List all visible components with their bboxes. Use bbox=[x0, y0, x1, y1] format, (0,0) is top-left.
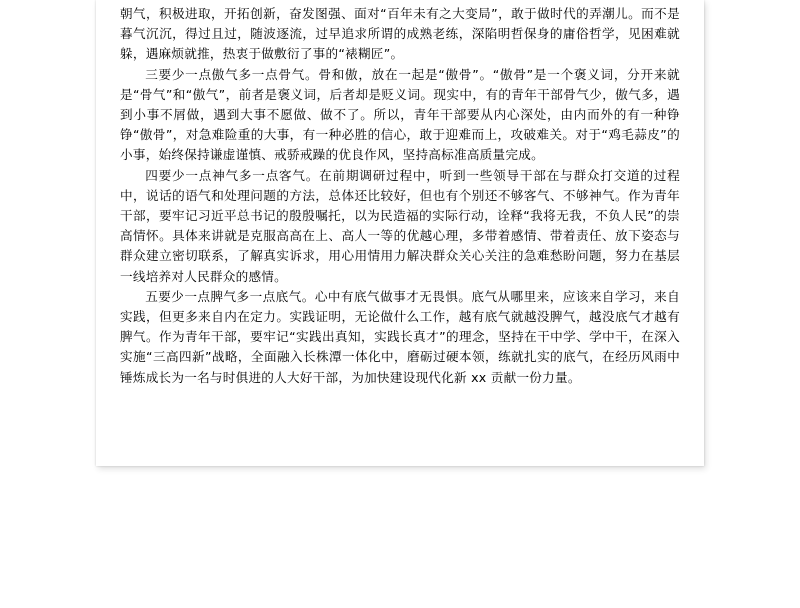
paragraph-2: 三要少一点傲气多一点骨气。骨和傲，放在一起是“傲骨”。“傲骨”是一个褒义词，分开来就是“骨气”和“傲气”，前者是褒义词，后者却是贬义词。现实中，有的青年干部骨气少，傲气多，遇到小事不屑做，遇到大事不愿做、做不了。所以，青年干部要从内心深处，由内而外的有一种铮铮“傲骨”，对急难险重的大事，有一种必胜的信心，敢于迎难而上，攻破难关。对于“鸡毛蒜皮”的小事，始终保持谦虚谨慎、戒骄戒躁的优良作风，坚持高标准高质量完成。 bbox=[120, 66, 681, 163]
document-page bbox=[96, 0, 704, 466]
paragraph-3: 四要少一点神气多一点客气。在前期调研过程中，听到一些领导干部在与群众打交道的过程中，说话的语气和处理问题的方法，总体还比较好，但也有个别还不够客气、不够神气。作为青年干部，要牢记习近平总书记的殷殷嘱托，以为民造福的实际行动，诠释“我将无我，不负人民”的崇高情怀。具体来讲就是克服高高在上、高人一等的优越心理，多带着感情、带着责任、放下姿态与群众建立密切联系，了解真实诉求，用心用情用力解决群众关心关注的急难愁盼问题，努力在基层一线培养对人民群众的感情。 bbox=[120, 167, 680, 284]
paragraph-1: 朝气，积极进取，开拓创新，奋发图强、面对“百年未有之大变局”，敢于做时代的弄潮儿。而不是暮气沉沉，得过且过，随波逐流，过早追求所谓的成熟老练，深陷明哲保身的庸俗哲学，见困难就躲，遇麻烦就推，热衷于做敷衍了事的“裱糊匠”。 bbox=[120, 6, 680, 62]
document-text-body bbox=[120, 4, 680, 388]
paragraph-4: 五要少一点脾气多一点底气。心中有底气做事才无畏惧。底气从哪里来，应该来自学习，来自实践，但更多来自内在定力。实践证明，无论做什么工作，越有底气就越没脾气，越没底气才越有脾气。作为青年干部，要牢记“实践出真知，实践长真才”的理念，坚持在干中学、学中干，在深入实施“三高四新”战略，全面融入长株潭一体化中，磨砺过硬本领，练就扎实的底气，在经历风雨中锤炼成长为一名与时俱进的人大好干部，为加快建设现代化新 xx 贡献一份力量。 bbox=[120, 288, 680, 385]
